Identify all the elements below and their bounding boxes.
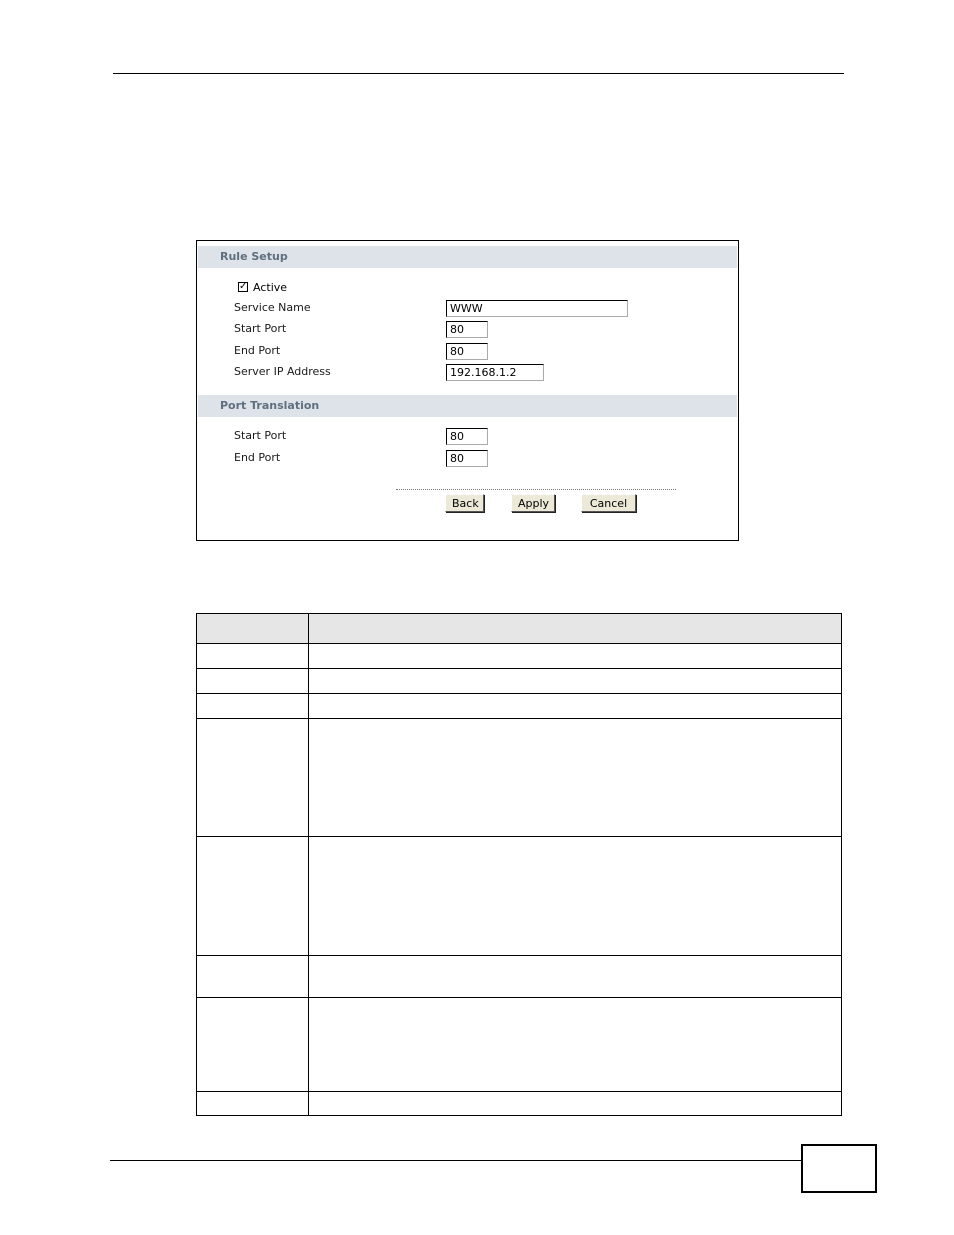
header-rule xyxy=(113,73,844,74)
translation-start-port-input[interactable] xyxy=(446,428,488,445)
port-translation-header: Port Translation xyxy=(198,395,737,417)
end-port-input[interactable] xyxy=(446,343,488,360)
back-button[interactable]: Back xyxy=(445,494,484,512)
table-cell xyxy=(197,644,309,669)
page-number-box xyxy=(801,1144,877,1193)
table-cell xyxy=(309,837,842,956)
table-cell xyxy=(197,719,309,837)
translation-end-port-input[interactable] xyxy=(446,450,488,467)
table-row xyxy=(197,644,842,669)
table-header-description-cell xyxy=(309,614,842,644)
button-separator xyxy=(396,489,676,490)
table-cell xyxy=(197,837,309,956)
table-row xyxy=(197,669,842,694)
service-name-label: Service Name xyxy=(234,301,311,314)
table-row xyxy=(197,694,842,719)
table-cell xyxy=(309,956,842,998)
start-port-label: Start Port xyxy=(234,322,287,335)
active-checkbox[interactable]: ✓ xyxy=(239,281,248,292)
server-ip-label: Server IP Address xyxy=(234,365,331,378)
rule-setup-panel xyxy=(196,240,739,541)
active-label: Active xyxy=(253,281,288,294)
start-port-input[interactable] xyxy=(446,321,488,338)
table-row xyxy=(197,998,842,1092)
table-header-label-cell xyxy=(197,614,309,644)
table-cell xyxy=(197,998,309,1092)
table-cell xyxy=(309,1092,842,1116)
translation-start-port-label: Start Port xyxy=(234,429,287,442)
rule-setup-header: Rule Setup xyxy=(198,246,737,268)
service-name-input[interactable] xyxy=(446,300,628,317)
server-ip-input[interactable] xyxy=(446,364,544,381)
table-cell xyxy=(197,1092,309,1116)
table-cell xyxy=(309,644,842,669)
table-header-row xyxy=(197,614,842,644)
cancel-button[interactable]: Cancel xyxy=(581,494,636,512)
table-row xyxy=(197,837,842,956)
table-row xyxy=(197,719,842,837)
apply-button[interactable]: Apply xyxy=(511,494,555,512)
footer-rule xyxy=(110,1160,802,1161)
translation-end-port-label: End Port xyxy=(234,451,281,464)
table-row xyxy=(197,956,842,998)
table-cell xyxy=(309,669,842,694)
table-row xyxy=(197,1092,842,1116)
end-port-label: End Port xyxy=(234,344,281,357)
table-cell xyxy=(197,694,309,719)
table-cell xyxy=(309,694,842,719)
table-cell xyxy=(197,669,309,694)
field-description-table xyxy=(196,613,842,1116)
table-cell xyxy=(309,998,842,1092)
table-cell xyxy=(197,956,309,998)
table-cell xyxy=(309,719,842,837)
